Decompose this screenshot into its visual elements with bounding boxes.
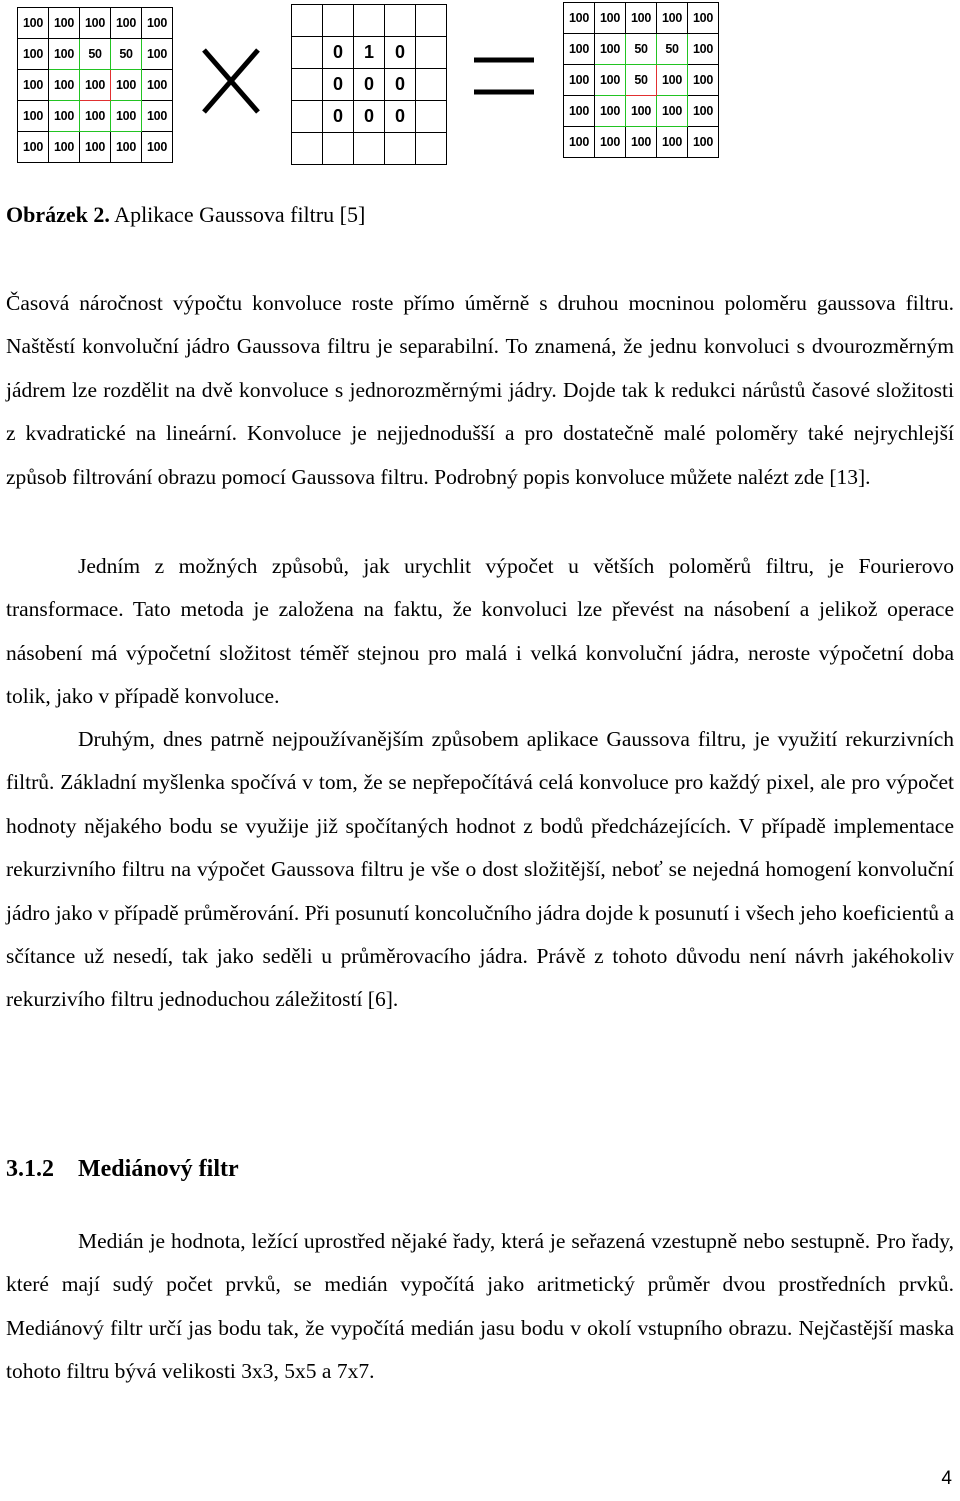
grid-cell: 100 [657, 96, 688, 127]
grid-cell: 100 [595, 65, 626, 96]
grid-row [18, 39, 173, 70]
grid-cell: 50 [80, 39, 111, 70]
grid-cell: 100 [564, 65, 595, 96]
grid-cell [292, 69, 323, 101]
grid-row [18, 101, 173, 132]
grid-cell: 100 [80, 70, 111, 101]
grid-row [292, 101, 447, 133]
grid-cell: 100 [142, 101, 173, 132]
paragraph-recursive: Druhým, dnes patrně nejpoužívanějším způsobem aplikace Gaussova filtru, je využití rekurzivních filtrů. Základní myšlenka spočívá v tom, že se nepřepočítává celá konvoluce pro každý pixel, ale pro výpočet hodnoty nějakého bodu se využije již spočítaných hodnot z bodů předcházejících. V případě implementace rekurzivního filtru na výpočet Gaussova filtru je vše o dost složitější, neboť se nejedná homogení konvoluční jádro jako v případě průměrování. Při posunutí koncolučního jádra dojde k posunutí i všech jeho koeficientů a sčítance už nesedí, tak jako seděli u průměrovacího jádra. Právě z tohoto důvodu není návrh jakéhokoliv rekurzivího filtru jednoduchou záležitostí [6]. [6, 727, 954, 1012]
grid-cell: 100 [18, 132, 49, 163]
grid-cell: 50 [626, 65, 657, 96]
convolution-figure [0, 0, 960, 170]
grid-cell: 100 [49, 70, 80, 101]
grid-cell: 100 [18, 39, 49, 70]
grid-cell [354, 5, 385, 37]
grid-cell: 100 [80, 101, 111, 132]
grid-cell: 100 [111, 132, 142, 163]
grid-cell: 100 [595, 34, 626, 65]
grid-cell: 1 [354, 37, 385, 69]
grid-cell: 50 [111, 39, 142, 70]
grid-cell: 100 [142, 8, 173, 39]
grid-cell: 100 [142, 132, 173, 163]
grid-cell: 100 [688, 127, 719, 158]
grid-cell [416, 101, 447, 133]
grid-cell: 0 [385, 69, 416, 101]
grid-cell [323, 133, 354, 165]
grid-row [292, 37, 447, 69]
grid-cell: 100 [564, 34, 595, 65]
grid-row [564, 34, 719, 65]
grid-cell [385, 5, 416, 37]
grid-cell: 100 [564, 3, 595, 34]
grid-cell: 0 [385, 37, 416, 69]
grid-cell: 100 [18, 8, 49, 39]
grid-cell: 50 [657, 34, 688, 65]
grid-cell [292, 133, 323, 165]
grid-cell: 100 [80, 132, 111, 163]
grid-cell: 50 [626, 34, 657, 65]
grid-cell: 0 [323, 101, 354, 133]
grid-cell: 100 [595, 127, 626, 158]
grid-row [292, 133, 447, 165]
grid-cell: 100 [111, 70, 142, 101]
grid-cell: 100 [111, 8, 142, 39]
grid-row [564, 65, 719, 96]
grid-cell: 100 [595, 3, 626, 34]
grid-cell: 100 [626, 96, 657, 127]
grid-cell: 100 [80, 8, 111, 39]
grid-cell: 100 [688, 65, 719, 96]
grid-row [564, 127, 719, 158]
grid-cell [354, 133, 385, 165]
grid-cell: 100 [49, 39, 80, 70]
grid-cell: 100 [626, 127, 657, 158]
grid-row [18, 70, 173, 101]
grid-cell: 100 [49, 132, 80, 163]
grid-cell: 100 [595, 96, 626, 127]
grid-cell: 100 [142, 39, 173, 70]
paragraph-median: Medián je hodnota, ležící uprostřed nějaké řady, která je seřazená vzestupně nebo sestupně. Pro řady, které mají sudý počet prvků, se medián vypočítá jako aritmetický průměr dvou prostředních prvků. Mediánový filtr určí jas bodu tak, že vypočítá medián jasu bodu v okolí vstupního obrazu. Nejčastější maska tohoto filtru bývá velikosti 3x3, 5x5 a 7x7. [6, 1229, 954, 1384]
grid-cell [416, 5, 447, 37]
page-number: 4 [941, 1468, 952, 1489]
multiply-operator [200, 46, 262, 116]
input-image-grid [17, 7, 173, 163]
grid-cell: 100 [657, 65, 688, 96]
grid-cell: 100 [49, 8, 80, 39]
grid-cell [416, 69, 447, 101]
grid-cell [323, 5, 354, 37]
grid-cell: 100 [49, 101, 80, 132]
paragraph-convolution-complexity: Časová náročnost výpočtu konvoluce roste přímo úměrně s druhou mocninou poloměru gaussova filtru. Naštěstí konvoluční jádro Gaussova filtru je separabilní. To znamená, že jednu konvoluci s dvourozměrným jádrem lze rozdělit na dvě konvoluce s jednorozměrnými jádry. Dojde tak k redukci nárůstů časové složitosti z kvadratické na lineární. Konvoluce je nejjednodušší a pro dostatečně malé poloměry také nejrychlejší způsob filtrování obrazu pomocí Gaussova filtru. Podrobný popis konvoluce můžete nalézt zde [13]. [6, 291, 954, 489]
grid-cell: 100 [688, 34, 719, 65]
caption-label: Obrázek 2. [6, 202, 110, 227]
grid-cell: 0 [354, 101, 385, 133]
grid-cell: 100 [142, 70, 173, 101]
grid-row [564, 96, 719, 127]
grid-cell: 100 [564, 96, 595, 127]
grid-cell: 100 [657, 127, 688, 158]
grid-cell: 0 [323, 37, 354, 69]
grid-row [18, 132, 173, 163]
grid-cell: 100 [688, 96, 719, 127]
grid-cell: 0 [354, 69, 385, 101]
grid-cell: 0 [323, 69, 354, 101]
kernel-grid [291, 4, 447, 165]
grid-row [564, 3, 719, 34]
section-number: 3.1.2 [6, 1156, 54, 1182]
figure-caption [6, 202, 365, 228]
grid-cell: 100 [657, 3, 688, 34]
grid-cell: 100 [111, 101, 142, 132]
grid-cell: 100 [18, 101, 49, 132]
grid-cell [292, 5, 323, 37]
grid-cell [416, 37, 447, 69]
equals-operator [472, 54, 536, 98]
grid-row [292, 5, 447, 37]
output-image-grid [563, 2, 719, 158]
grid-row [18, 8, 173, 39]
grid-cell: 0 [385, 101, 416, 133]
section-title: Mediánový filtr [78, 1156, 239, 1182]
grid-cell [416, 133, 447, 165]
caption-text: Aplikace Gaussova filtru [5] [109, 202, 366, 227]
grid-cell [292, 101, 323, 133]
grid-cell: 100 [626, 3, 657, 34]
section-heading [6, 1156, 239, 1183]
grid-cell [292, 37, 323, 69]
grid-cell: 100 [18, 70, 49, 101]
paragraph-fourier: Jedním z možných způsobů, jak urychlit výpočet u větších poloměrů filtru, je Fourierovo transformace. Tato metoda je založena na faktu, že konvoluci lze převést na násobení a jelikož operace násobení má výpočetní složitost téměř stejnou pro malá i velká konvoluční jádra, neroste výpočetní doba tolik, jako v případě konvoluce. [6, 554, 954, 709]
grid-row [292, 69, 447, 101]
grid-cell [385, 133, 416, 165]
grid-cell: 100 [564, 127, 595, 158]
grid-cell: 100 [688, 3, 719, 34]
